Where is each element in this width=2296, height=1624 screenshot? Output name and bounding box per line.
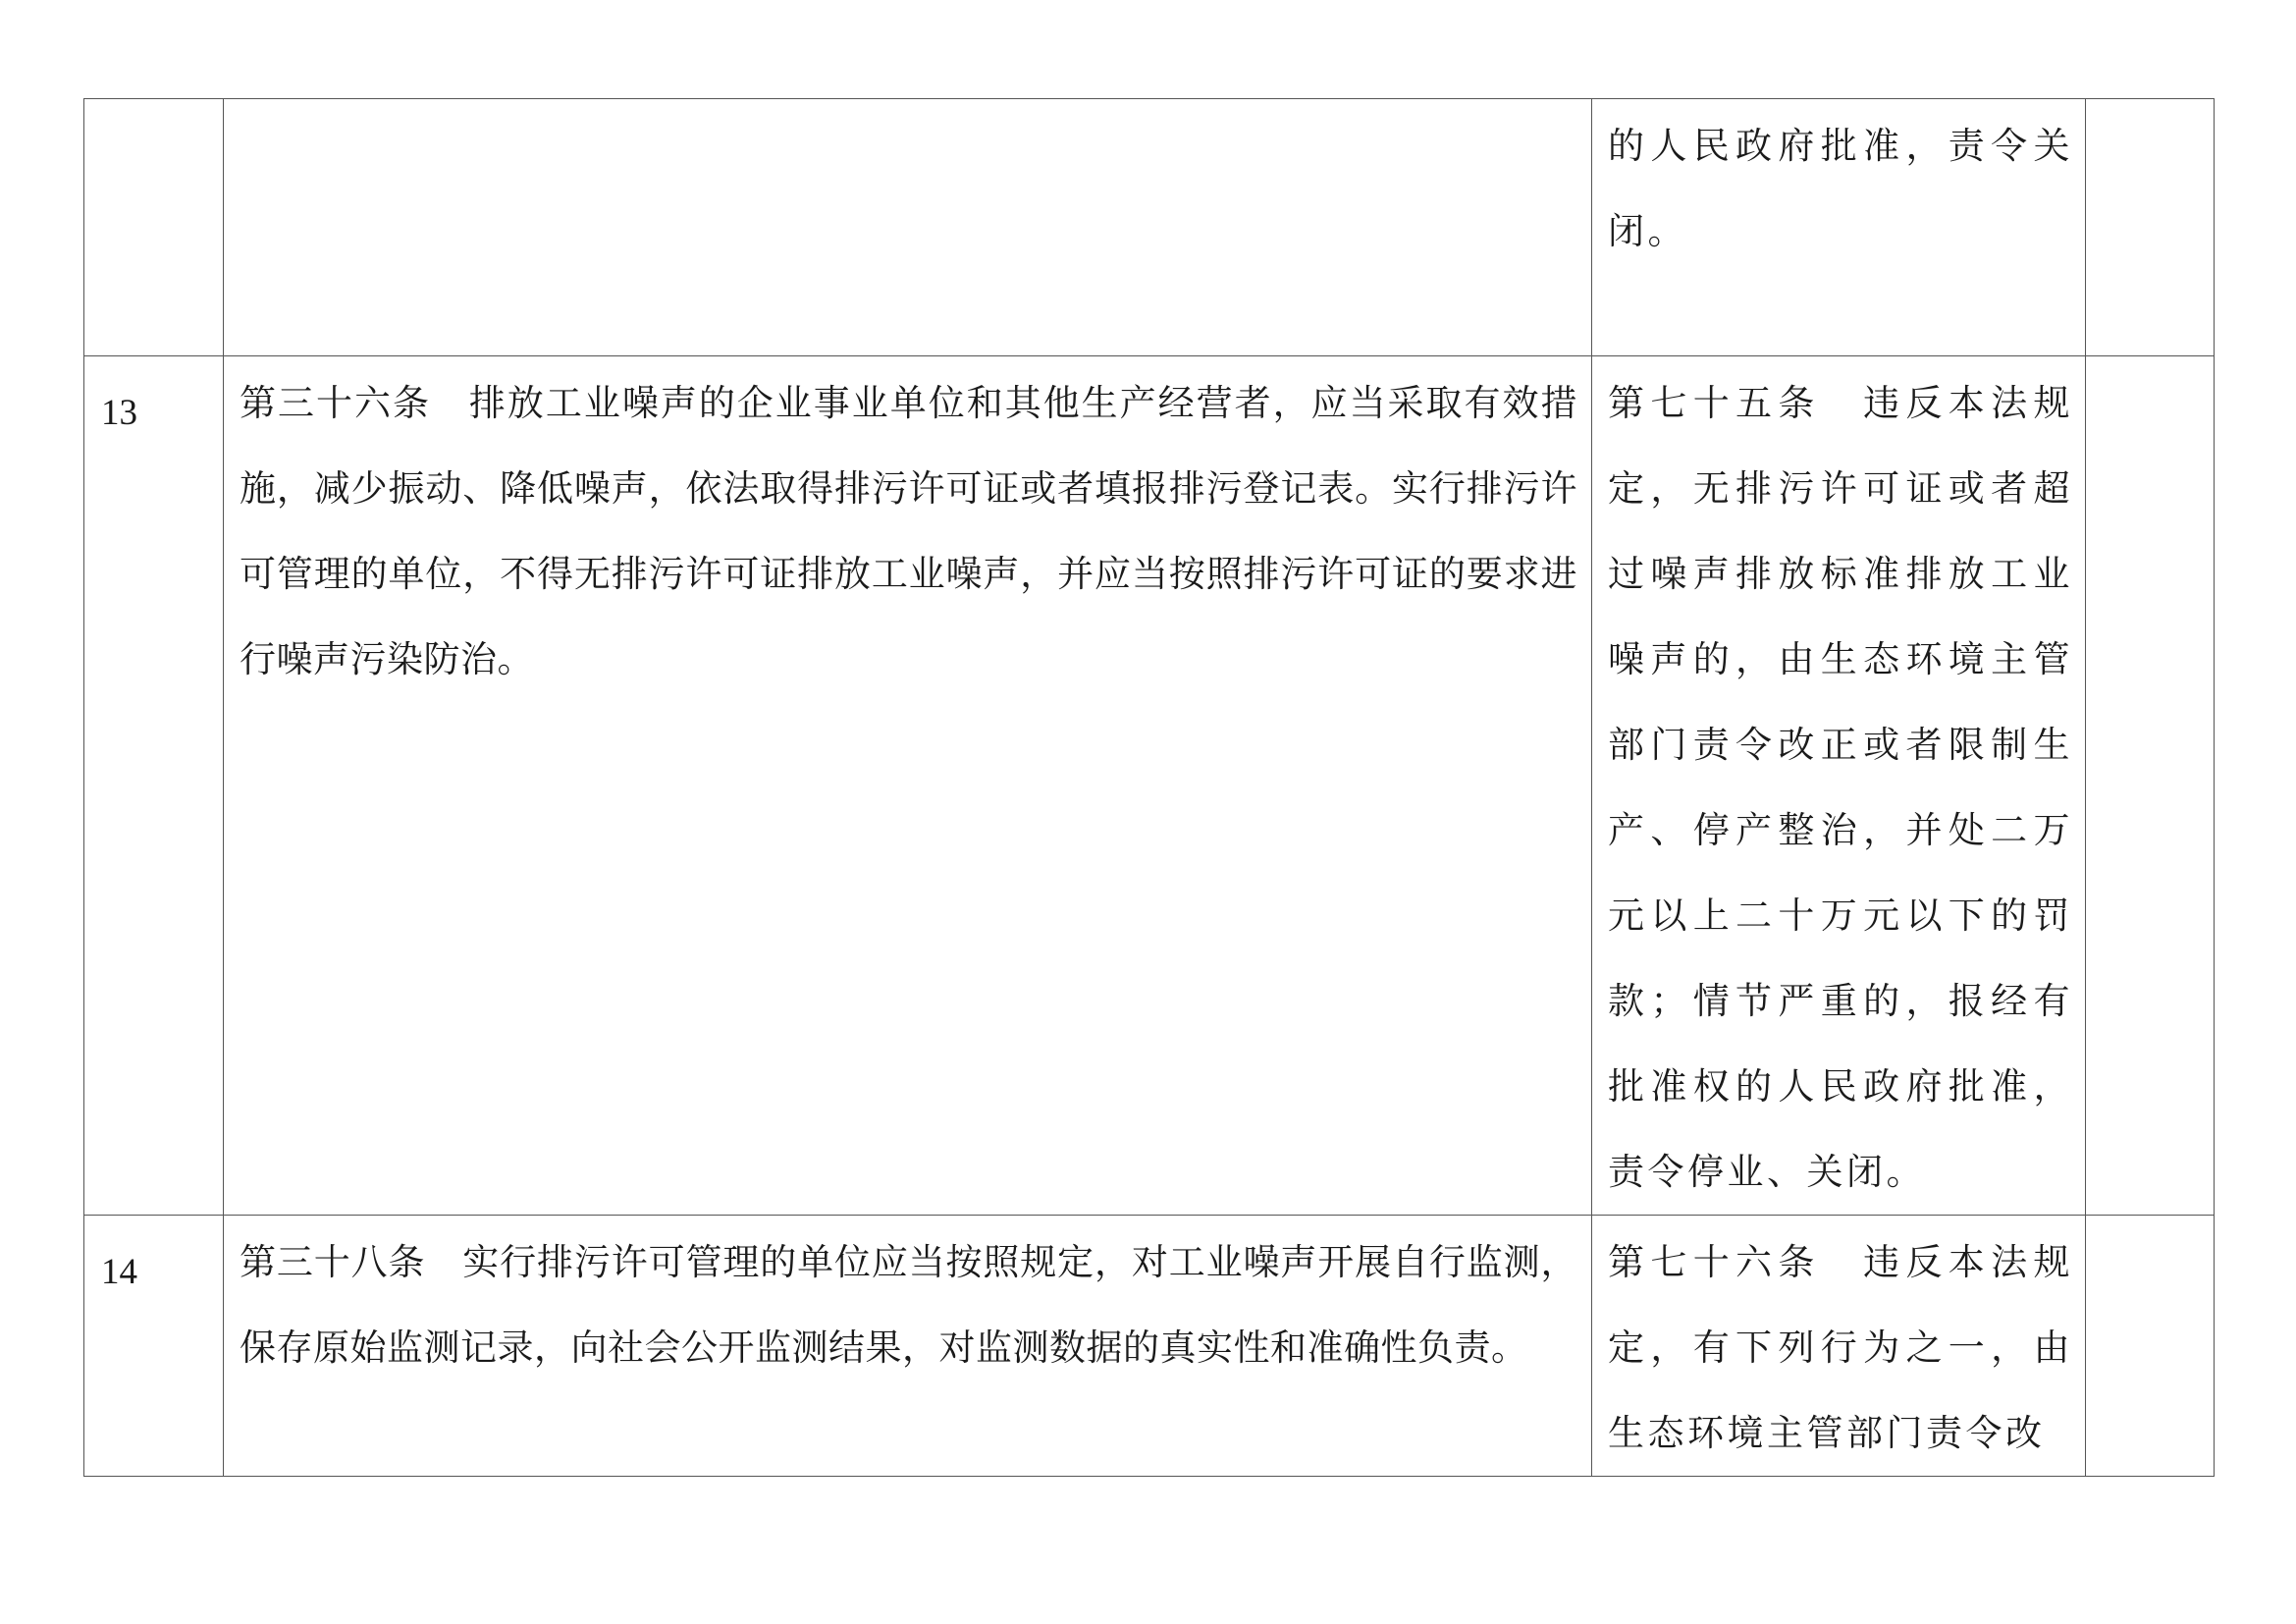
- penalty-cell: 第七十五条 违反本法规定，无排污许可证或者超过噪声排放标准排放工业噪声的，由生态环境主管部门责令改正或者限制生产、停产整治，并处二万元以上二十万元以下的罚款；情节严重的，报经有批准权的人民政府批准，责令停业、关闭。: [1592, 356, 2086, 1216]
- row-number-cell: 14: [84, 1216, 224, 1477]
- note-cell: [2086, 1216, 2215, 1477]
- note-cell: [2086, 99, 2215, 356]
- penalty-cell: 的人民政府批准，责令关闭。: [1592, 99, 2086, 356]
- penalty-cell: 第七十六条 违反本法规定，有下列行为之一，由生态环境主管部门责令改: [1592, 1216, 2086, 1477]
- row-number-cell: 13: [84, 356, 224, 1216]
- row-number-cell: [84, 99, 224, 356]
- provision-cell: 第三十八条 实行排污许可管理的单位应当按照规定，对工业噪声开展自行监测，保存原始监测记录，向社会公开监测结果，对监测数据的真实性和准确性负责。: [224, 1216, 1592, 1477]
- regulation-table: [83, 98, 2215, 1477]
- table-row: [84, 99, 2215, 356]
- note-cell: [2086, 356, 2215, 1216]
- provision-cell: [224, 99, 1592, 356]
- provision-cell: 第三十六条 排放工业噪声的企业事业单位和其他生产经营者，应当采取有效措施，减少振动、降低噪声，依法取得排污许可证或者填报排污登记表。实行排污许可管理的单位，不得无排污许可证排放工业噪声，并应当按照排污许可证的要求进行噪声污染防治。: [224, 356, 1592, 1216]
- table-row: [84, 356, 2215, 1216]
- table-row: [84, 1216, 2215, 1477]
